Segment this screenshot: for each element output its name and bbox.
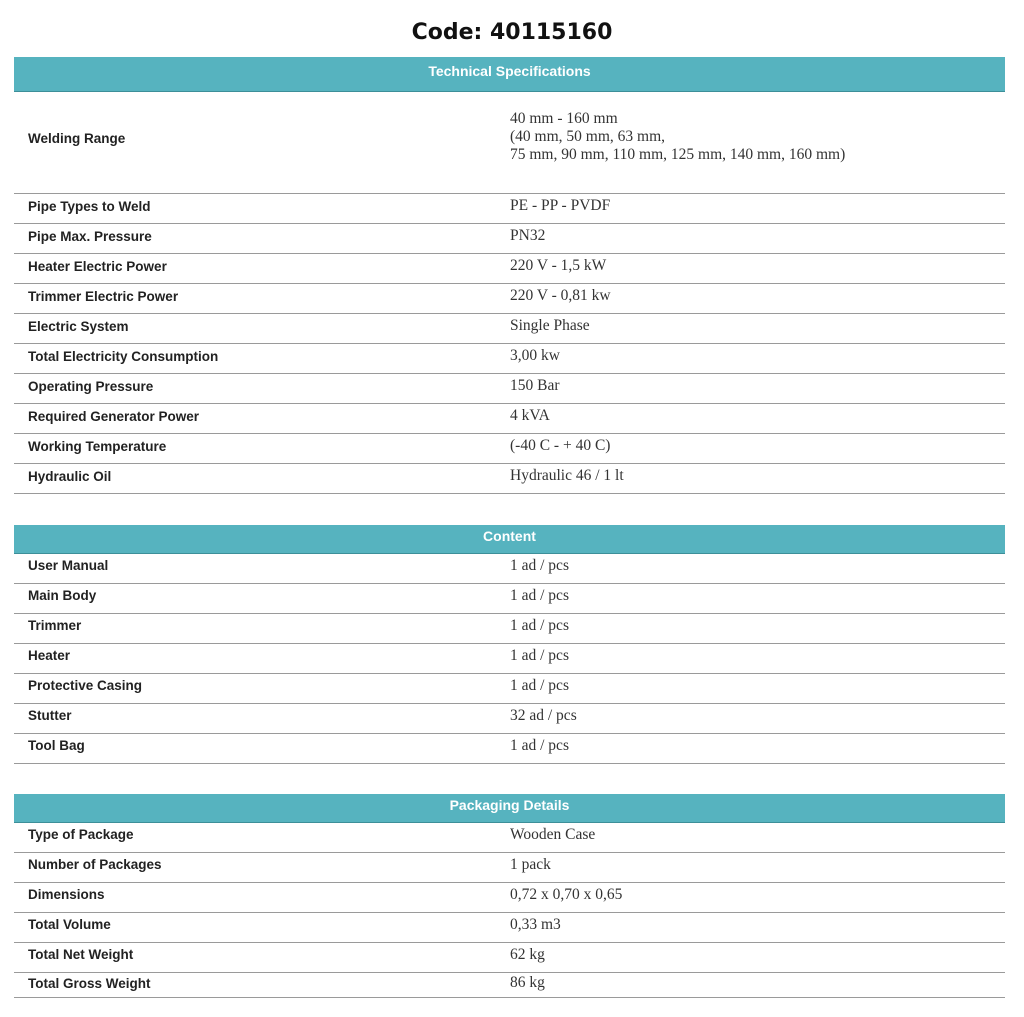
row-value: 1 ad / pcs — [510, 676, 569, 694]
table-row — [14, 734, 1005, 764]
row-value: 32 ad / pcs — [510, 706, 577, 724]
table-row — [14, 584, 1005, 614]
table-row — [14, 464, 1005, 494]
row-value: 1 ad / pcs — [510, 646, 569, 664]
row-value: 1 ad / pcs — [510, 556, 569, 574]
row-value: Single Phase — [510, 317, 590, 334]
table-row — [14, 254, 1005, 284]
welding-range-line: 75 mm, 90 mm, 110 mm, 125 mm, 140 mm, 160 mm) — [510, 145, 846, 163]
table-row — [14, 554, 1005, 584]
row-value: 1 pack — [510, 855, 551, 873]
table-row — [14, 344, 1005, 374]
row-label: Welding Range — [28, 131, 126, 146]
table-row — [14, 194, 1005, 224]
row-label: Total Net Weight — [28, 947, 134, 962]
table-row — [14, 823, 1005, 853]
row-value: 1 ad / pcs — [510, 616, 569, 634]
table-row — [14, 374, 1005, 404]
row-value: 86 kg — [510, 974, 545, 991]
table-row — [14, 434, 1005, 464]
row-label: User Manual — [28, 558, 109, 573]
row-label: Protective Casing — [28, 678, 143, 693]
row-label: Total Electricity Consumption — [28, 348, 219, 364]
welding-range-line: 40 mm - 160 mm — [510, 109, 618, 127]
row-label: Required Generator Power — [28, 408, 200, 424]
row-value: 220 V - 1,5 kW — [510, 257, 607, 274]
table-row — [14, 853, 1005, 883]
row-value: Hydraulic 46 / 1 lt — [510, 467, 624, 484]
row-value: 150 Bar — [510, 377, 560, 394]
row-value: 1 ad / pcs — [510, 736, 569, 754]
page-title: Code: 40115160 — [411, 20, 613, 45]
row-value: 0,33 m3 — [510, 915, 561, 933]
table-row — [14, 284, 1005, 314]
section-header-technical: Technical Specifications — [14, 57, 1005, 92]
row-value: 0,72 x 0,70 x 0,65 — [510, 885, 623, 903]
row-value: (-40 C - + 40 C) — [510, 437, 611, 454]
row-value — [510, 110, 1005, 176]
row-label: Dimensions — [28, 887, 105, 902]
table-row — [14, 314, 1005, 344]
technical-specifications-table — [14, 57, 1005, 494]
table-row — [14, 883, 1005, 913]
row-label: Trimmer — [28, 618, 82, 633]
row-label: Hydraulic Oil — [28, 468, 112, 484]
table-row — [14, 913, 1005, 943]
row-value: 62 kg — [510, 945, 545, 963]
packaging-details-table — [14, 794, 1005, 998]
row-value: 220 V - 0,81 kw — [510, 287, 611, 304]
table-row — [14, 943, 1005, 973]
table-row — [14, 224, 1005, 254]
row-label: Working Temperature — [28, 438, 167, 454]
row-value: PN32 — [510, 227, 546, 244]
table-row — [14, 404, 1005, 434]
table-row — [14, 674, 1005, 704]
row-label: Operating Pressure — [28, 378, 154, 394]
row-label: Stutter — [28, 708, 72, 723]
row-label: Main Body — [28, 588, 97, 603]
row-label: Number of Packages — [28, 857, 162, 872]
row-label: Heater — [28, 648, 71, 663]
row-label: Total Gross Weight — [28, 975, 151, 991]
row-label: Pipe Types to Weld — [28, 198, 151, 214]
row-label: Heater Electric Power — [28, 258, 167, 274]
table-row — [14, 644, 1005, 674]
row-value: Wooden Case — [510, 825, 596, 843]
row-value: 3,00 kw — [510, 347, 560, 364]
table-row — [14, 614, 1005, 644]
section-header-packaging: Packaging Details — [14, 794, 1005, 823]
row-value: PE - PP - PVDF — [510, 197, 611, 214]
table-row — [14, 704, 1005, 734]
row-label: Tool Bag — [28, 738, 85, 753]
welding-range-line: (40 mm, 50 mm, 63 mm, — [510, 127, 665, 145]
row-value: 1 ad / pcs — [510, 586, 569, 604]
content-table — [14, 525, 1005, 764]
row-label: Pipe Max. Pressure — [28, 228, 152, 244]
row-label: Type of Package — [28, 827, 134, 842]
table-row — [14, 92, 1005, 194]
row-label: Total Volume — [28, 917, 111, 932]
row-label: Electric System — [28, 318, 129, 334]
table-row — [14, 973, 1005, 998]
row-value: 4 kVA — [510, 407, 550, 424]
row-label: Trimmer Electric Power — [28, 288, 179, 304]
section-header-content: Content — [14, 525, 1005, 554]
